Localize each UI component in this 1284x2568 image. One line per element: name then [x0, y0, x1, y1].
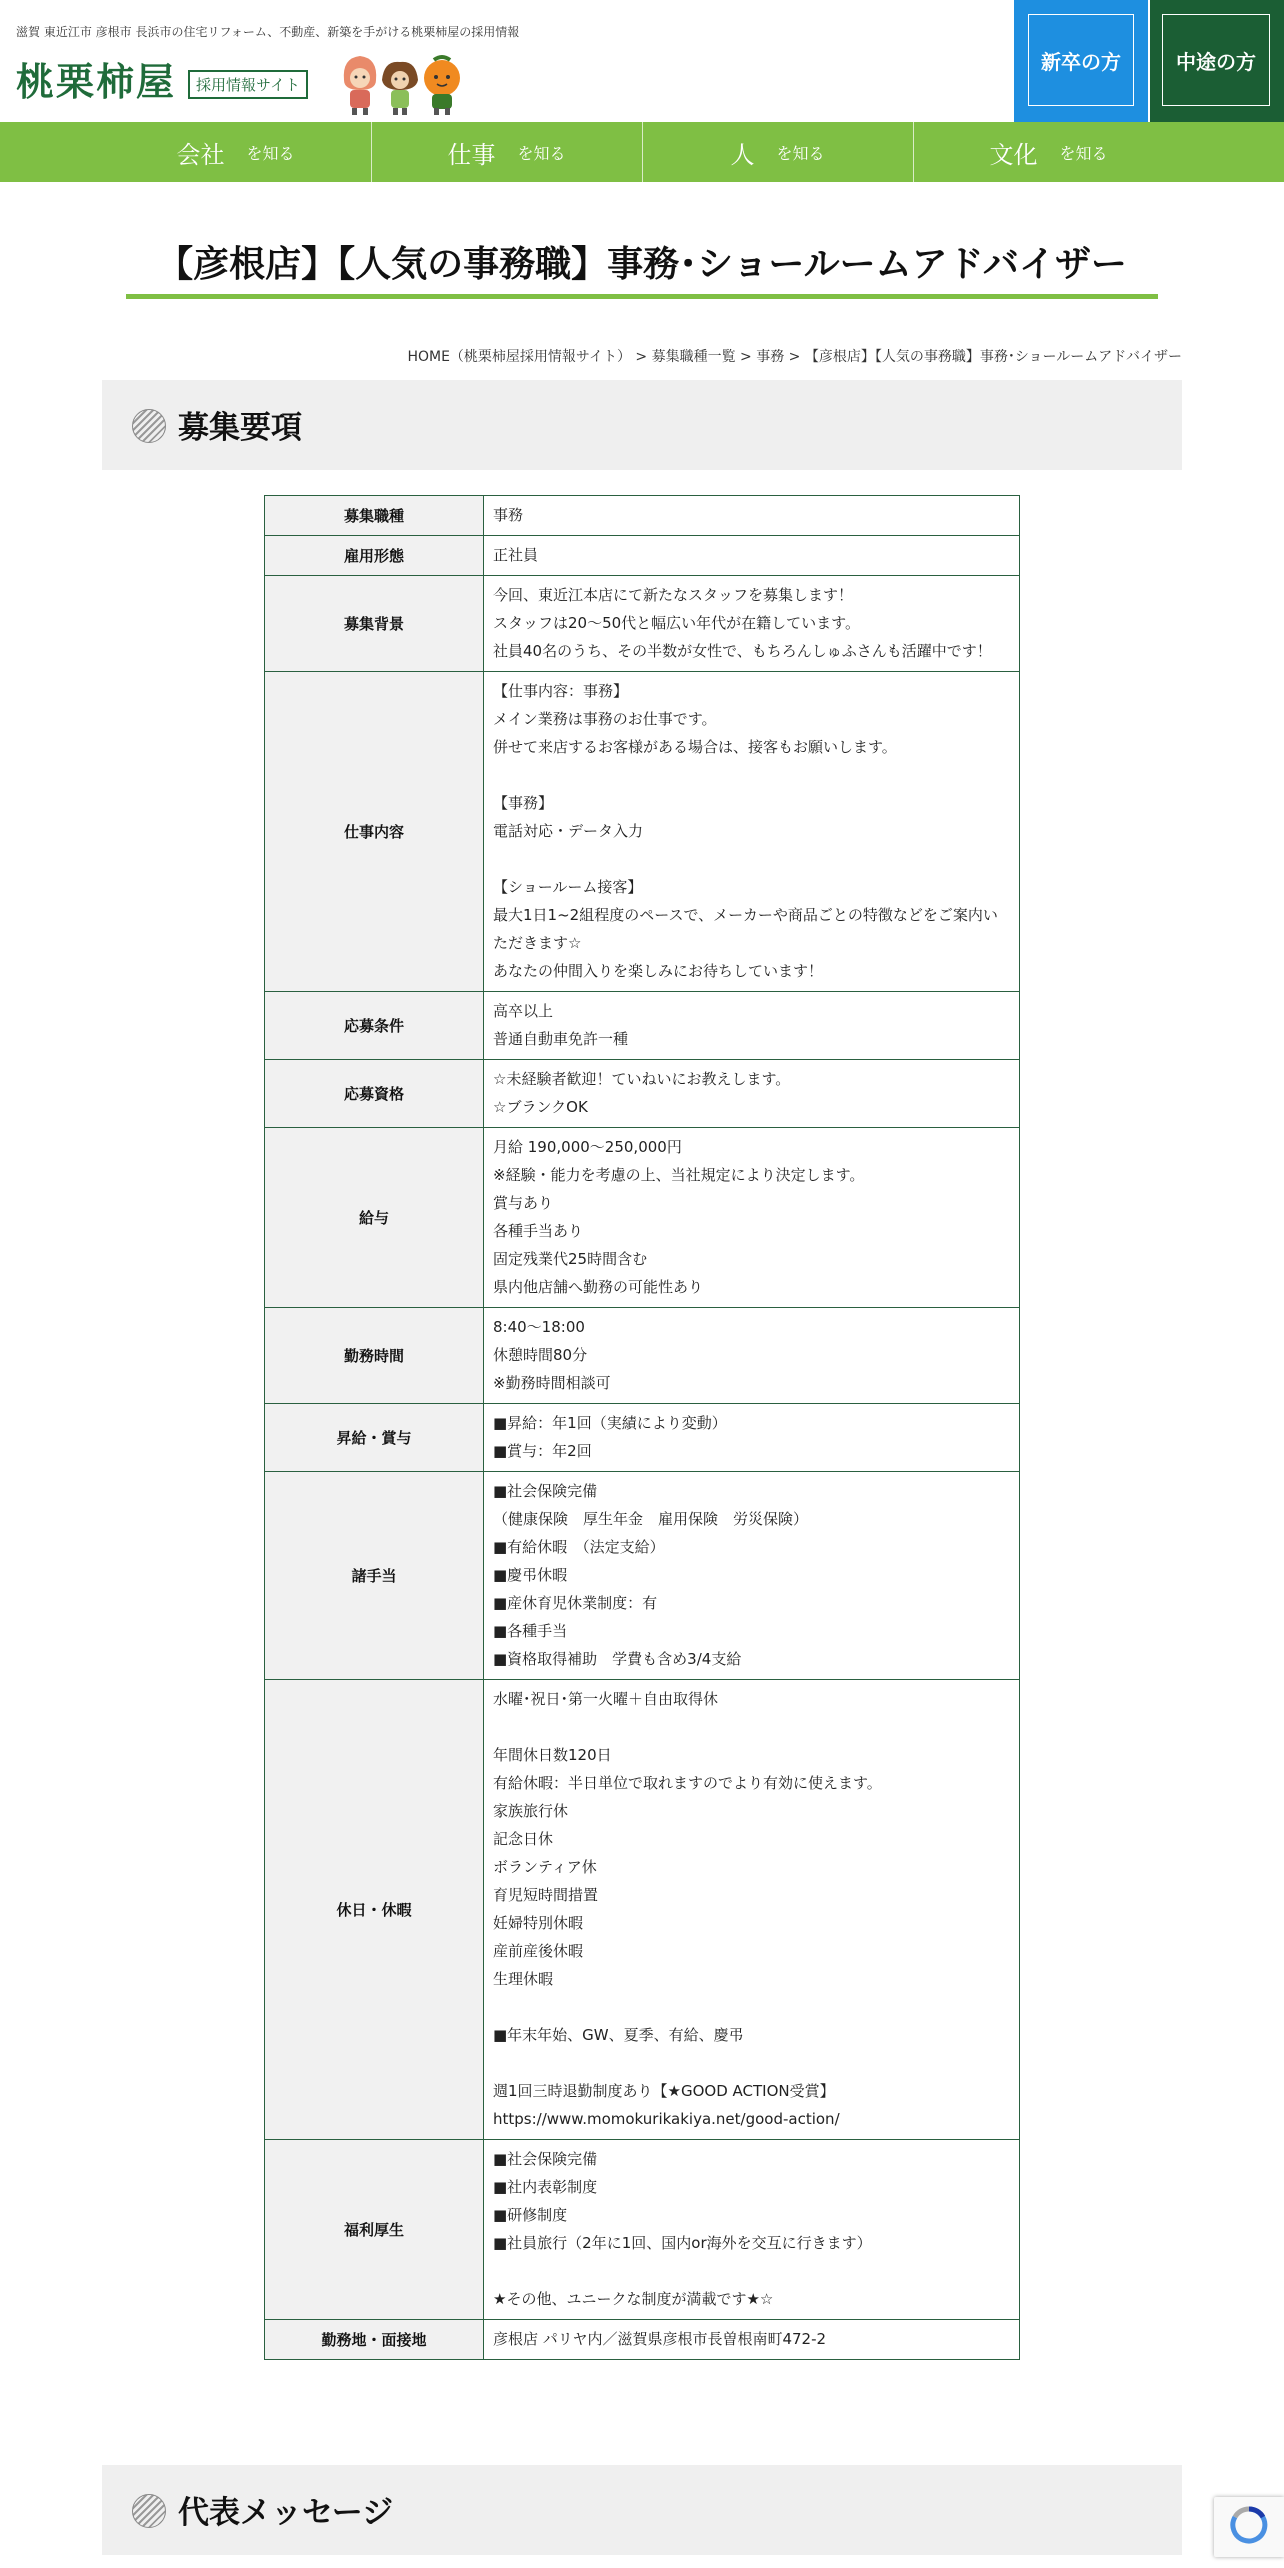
- row-value: 8:40～18:00 休憩時間80分 ※勤務時間相談可: [484, 1308, 1020, 1404]
- table-row: [265, 1680, 1020, 2140]
- page-title: 【彦根店】【人気の事務職】事務･ショールームアドバイザー: [157, 244, 1127, 285]
- section-title: 募集要項: [178, 410, 302, 446]
- recruit-site-badge: 採用情報サイト: [188, 70, 308, 99]
- row-label: 昇給・賞与: [265, 1404, 484, 1472]
- mid-career-button[interactable]: [1150, 0, 1284, 122]
- row-value: 月給 190,000～250,000円 ※経験・能力を考慮の上、当社規定により決定します。 賞与あり 各種手当あり 固定残業代25時間含む 県内他店舗へ勤務の可能性あり: [484, 1128, 1020, 1308]
- row-value: ☆未経験者歓迎！ていねいにお教えします。 ☆ブランクOK: [484, 1060, 1020, 1128]
- row-label: 募集職種: [265, 496, 484, 536]
- table-row: [265, 992, 1020, 1060]
- row-label: 諸手当: [265, 1472, 484, 1680]
- table-row: [265, 2320, 1020, 2360]
- row-label: 応募資格: [265, 1060, 484, 1128]
- title-underline: [126, 294, 1158, 299]
- row-label: 休日・休暇: [265, 1680, 484, 2140]
- row-label: 給与: [265, 1128, 484, 1308]
- table-row: [265, 1060, 1020, 1128]
- nav-item-people[interactable]: 人 を知る: [642, 122, 913, 182]
- table-row: [265, 2140, 1020, 2320]
- row-value: ■社会保険完備 （健康保険 厚生年金 雇用保険 労災保険） ■有給休暇 （法定支給） ■慶弔休暇 ■産休育児休業制度：有 ■各種手当 ■資格取得補助 学費も含め3/4支給: [484, 1472, 1020, 1680]
- row-label: 雇用形態: [265, 536, 484, 576]
- hatched-circle-icon: [132, 409, 166, 443]
- section-heading-message: [102, 2465, 1182, 2555]
- row-value: ■昇給：年1回（実績により変動） ■賞与：年2回: [484, 1404, 1020, 1472]
- row-value: 正社員: [484, 536, 1020, 576]
- nav-item-culture[interactable]: 文化 を知る: [913, 122, 1184, 182]
- row-label: 福利厚生: [265, 2140, 484, 2320]
- site-header: [0, 0, 1284, 122]
- new-graduates-label: 新卒の方: [1028, 14, 1134, 106]
- section-heading-requirements: [102, 380, 1182, 470]
- recaptcha-icon: [1214, 2497, 1284, 2557]
- recaptcha-badge[interactable]: [1214, 2497, 1284, 2557]
- row-label: 仕事内容: [265, 672, 484, 992]
- row-value: 事務: [484, 496, 1020, 536]
- mid-career-label: 中途の方: [1162, 14, 1270, 106]
- row-value: 【仕事内容：事務】 メイン業務は事務のお仕事です。 併せて来店するお客様がある場合は、接客もお願いします。 【事務】 電話対応・データ入力 【ショールーム接客】 最大1日1~2組程度のペースで、メーカーや商品ごとの特徴などをご案内いただきます☆ あなたの仲間入りを楽しみにお待ちしています！: [484, 672, 1020, 992]
- row-value: 今回、東近江本店にて新たなスタッフを募集します！ スタッフは20〜50代と幅広い年代が在籍しています。 社員40名のうち、その半数が女性で、もちろんしゅふさんも活躍中です！: [484, 576, 1020, 672]
- table-row: [265, 672, 1020, 992]
- table-row: [265, 1472, 1020, 1680]
- row-label: 応募条件: [265, 992, 484, 1060]
- table-row: [265, 1308, 1020, 1404]
- table-row: [265, 1404, 1020, 1472]
- table-row: [265, 496, 1020, 536]
- row-label: 勤務時間: [265, 1308, 484, 1404]
- new-graduates-button[interactable]: [1014, 0, 1148, 122]
- mascot-characters-icon: [338, 50, 470, 116]
- row-label: 募集背景: [265, 576, 484, 672]
- row-value: 水曜･祝日･第一火曜＋自由取得休 年間休日数120日 有給休暇：半日単位で取れますのでより有効に使えます。 家族旅行休 記念日休 ボランティア休 育児短時間措置 妊婦特別休暇 産前産後休暇 生理休暇 ■年末年始、GW、夏季、有給、慶弔 週1回三時退勤制度あり【★GOOD ACTION受賞】 https://www.momokurikakiya.net/good-action/: [484, 1680, 1020, 2140]
- section-title: 代表メッセージ: [178, 2495, 394, 2531]
- breadcrumb[interactable]: HOME（桃栗柿屋採用情報サイト） > 募集職種一覧 > 事務 > 【彦根店】【人気の事務職】事務･ショールームアドバイザー: [407, 349, 1182, 365]
- table-row: [265, 1128, 1020, 1308]
- row-value: ■社会保険完備 ■社内表彰制度 ■研修制度 ■社員旅行（2年に1回、国内or海外を交互に行きます） ★その他、ユニークな制度が満載です★☆: [484, 2140, 1020, 2320]
- header-tagline: 滋賀 東近江市 彦根市 長浜市の住宅リフォーム、不動産、新築を手がける桃栗柿屋の採用情報: [16, 25, 520, 39]
- row-label: 勤務地・面接地: [265, 2320, 484, 2360]
- table-row: [265, 536, 1020, 576]
- hatched-circle-icon: [132, 2494, 166, 2528]
- site-logo[interactable]: 桃栗柿屋: [16, 60, 177, 104]
- main-nav: [0, 122, 1284, 182]
- row-value: 彦根店 パリヤ内／滋賀県彦根市長曽根南町472-2: [484, 2320, 1020, 2360]
- requirements-table: [264, 495, 1020, 2360]
- table-row: [265, 576, 1020, 672]
- nav-item-company[interactable]: 会社 を知る: [176, 140, 295, 169]
- nav-item-work[interactable]: 仕事 を知る: [371, 122, 642, 182]
- row-value: 高卒以上 普通自動車免許一種: [484, 992, 1020, 1060]
